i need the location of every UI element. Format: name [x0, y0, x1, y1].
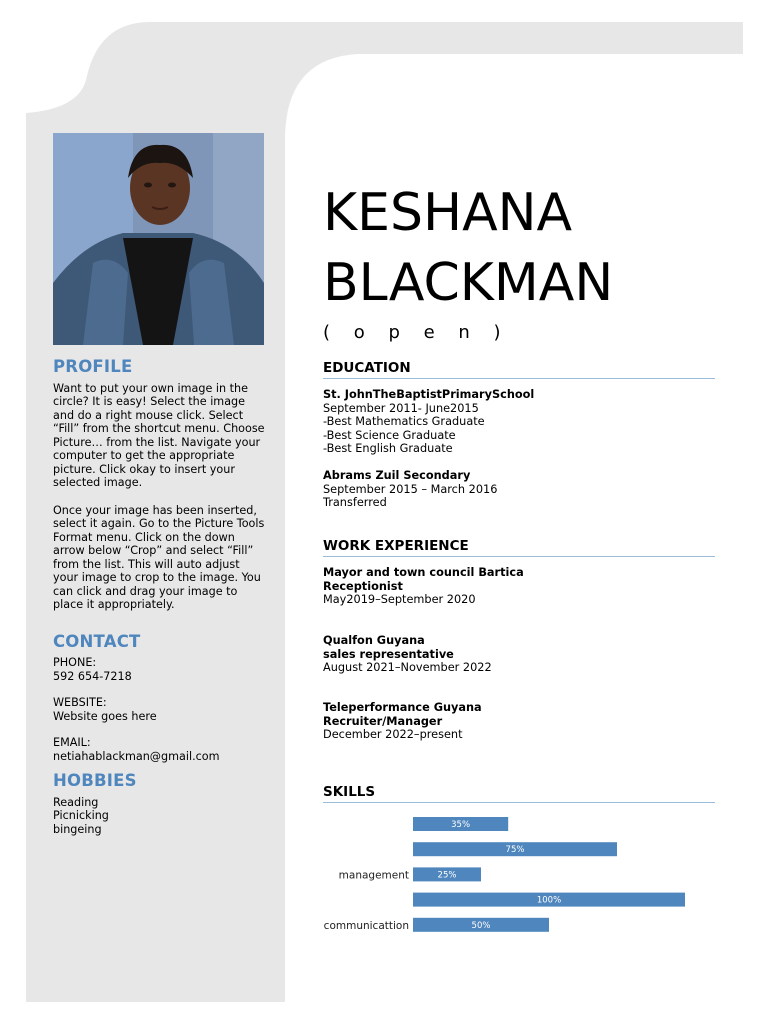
hobby-item: bingeing — [53, 822, 102, 836]
portrait-photo-icon — [53, 133, 264, 345]
job-dates: August 2021–November 2022 — [323, 661, 492, 674]
hobby-item: Picnicking — [53, 809, 109, 822]
skill-category-label: communicattion — [323, 919, 409, 932]
education-line: -Best English Graduate — [323, 442, 453, 455]
education-line: September 2015 – March 2016 — [323, 482, 498, 496]
education-line: Transferred — [323, 496, 387, 509]
hobbies-heading: HOBBIES — [53, 771, 137, 790]
hobby-item: Reading — [53, 795, 99, 809]
first-name: KESHANA — [323, 183, 573, 243]
education-line: -Best Science Graduate — [323, 428, 456, 442]
job-dates: May2019–September 2020 — [323, 593, 476, 606]
email-value: netiahablackman@gmail.com — [53, 749, 220, 763]
education-entry — [323, 388, 723, 456]
work-entry — [323, 566, 723, 607]
school-name: Abrams Zuil Secondary — [323, 469, 471, 482]
contact-heading: CONTACT — [53, 631, 141, 651]
work-entry — [323, 701, 723, 742]
company-name: Qualfon Guyana — [323, 634, 425, 647]
profile-text-1: Want to put your own image in the circle? It is easy! Select the image and do a right mouse click. Select “Fill” from the shortcut menu. Choose Picture… from the list. Navigate your computer to get the appropriate picture. Click okay to insert your selected image. — [53, 381, 265, 489]
profile-photo — [53, 133, 264, 345]
job-role: Recruiter/Manager — [323, 714, 443, 728]
skills-heading: SKILLS — [323, 784, 715, 803]
website-value: Website goes here — [53, 709, 157, 723]
work-entry — [323, 634, 723, 675]
subtitle: ( o p e n ) — [323, 322, 510, 343]
education-entry — [323, 469, 723, 510]
phone-value: 592 654-7218 — [53, 669, 132, 683]
skill-bar-label: 50% — [471, 920, 491, 931]
email-label: EMAIL: — [53, 736, 91, 749]
skill-bar-label: 100% — [536, 895, 562, 906]
company-name: Teleperformance Guyana — [323, 701, 482, 714]
education-line: -Best Mathematics Graduate — [323, 415, 485, 428]
school-name: St. JohnTheBaptistPrimarySchool — [323, 388, 535, 401]
job-dates: December 2022–present — [323, 728, 463, 741]
sidebar — [53, 357, 268, 836]
profile-heading: PROFILE — [53, 357, 133, 376]
education-line: September 2011- June2015 — [323, 401, 479, 415]
job-role: Receptionist — [323, 579, 403, 593]
company-name: Mayor and town council Bartica — [323, 566, 524, 579]
candidate-name — [323, 178, 613, 318]
skill-category-label: management — [338, 869, 409, 882]
education-heading: EDUCATION — [323, 360, 715, 379]
work-experience-heading: WORK EXPERIENCE — [323, 538, 715, 557]
job-role: sales representative — [323, 647, 454, 661]
skill-bar-label: 75% — [505, 845, 525, 856]
phone-label: PHONE: — [53, 656, 97, 669]
profile-text-2: Once your image has been inserted, select it again. Go to the Picture Tools Format menu. Click on the down arrow below “Crop” and select “Fill” from the list. This will auto adjust your image to crop to the image. You can click and drag your image to place it appropriately. — [53, 503, 265, 611]
last-name: BLACKMAN — [323, 253, 614, 313]
skills-chart — [300, 808, 720, 938]
skill-bar-label: 35% — [451, 820, 471, 830]
website-label: WEBSITE: — [53, 696, 107, 709]
skill-bar-label: 25% — [437, 870, 457, 881]
